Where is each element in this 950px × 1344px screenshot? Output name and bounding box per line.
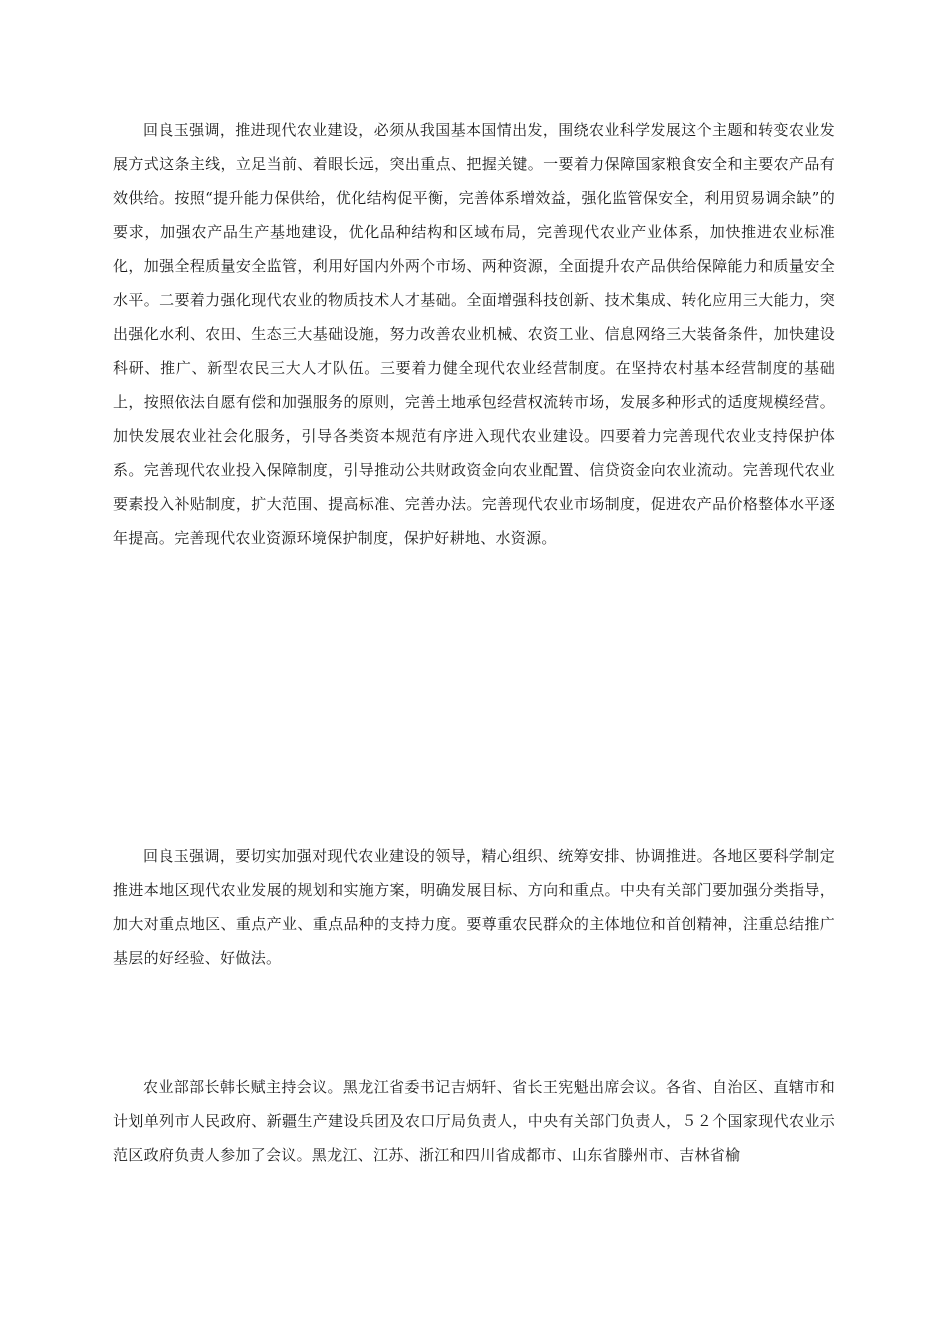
paragraph-1: 回良玉强调，推进现代农业建设，必须从我国基本国情出发，围绕农业科学发展这个主题和转变农业发展方式这条主线，立足当前、着眼长远，突出重点、把握关键。一要着力保障国家粮食安全和主要农产品有效供给。按照“提升能力保供给，优化结构促平衡，完善体系增效益，强化监管保安全，利用贸易调余缺”的要求，加强农产品生产基地建设，优化品种结构和区域布局，完善现代农业产业体系，加快推进农业标准化，加强全程质量安全监管，利用好国内外两个市场、两种资源，全面提升农产品供给保障能力和质量安全水平。二要着力强化现代农业的物质技术人才基础。全面增强科技创新、技术集成、转化应用三大能力，突出强化水利、农田、生态三大基础设施，努力改善农业机械、农资工业、信息网络三大装备条件，加快建设科研、推广、新型农民三大人才队伍。三要着力健全现代农业经营制度。在坚持农村基本经营制度的基础上，按照依法自愿有偿和加强服务的原则，完善土地承包经营权流转市场，发展多种形式的适度规模经营。加快发展农业社会化服务，引导各类资本规范有序进入现代农业建设。四要着力完善现代农业支持保护体系。完善现代农业投入保障制度，引导推动公共财政资金向农业配置、信贷资金向农业流动。完善现代农业要素投入补贴制度，扩大范围、提高标准、完善办法。完善现代农业市场制度，促进农产品价格整体水平逐年提高。完善现代农业资源环境保护制度，保护好耕地、水资源。 — [113, 121, 835, 547]
paragraph-3: 农业部部长韩长赋主持会议。黑龙江省委书记吉炳轩、省长王宪魁出席会议。各省、自治区、直辖市和计划单列市人民政府、新疆生产建设兵团及农口厅局负责人，中央有关部门负责人，５２个国家现代农业示范区政府负责人参加了会议。黑龙江、江苏、浙江和四川省成都市、山东省滕州市、吉林省榆 — [113, 1078, 835, 1164]
paragraph-2: 回良玉强调，要切实加强对现代农业建设的领导，精心组织、统筹安排、协调推进。各地区要科学制定推进本地区现代农业发展的规划和实施方案，明确发展目标、方向和重点。中央有关部门要加强分类指导，加大对重点地区、重点产业、重点品种的支持力度。要尊重农民群众的主体地位和首创精神，注重总结推广基层的好经验、好做法。 — [113, 847, 835, 967]
